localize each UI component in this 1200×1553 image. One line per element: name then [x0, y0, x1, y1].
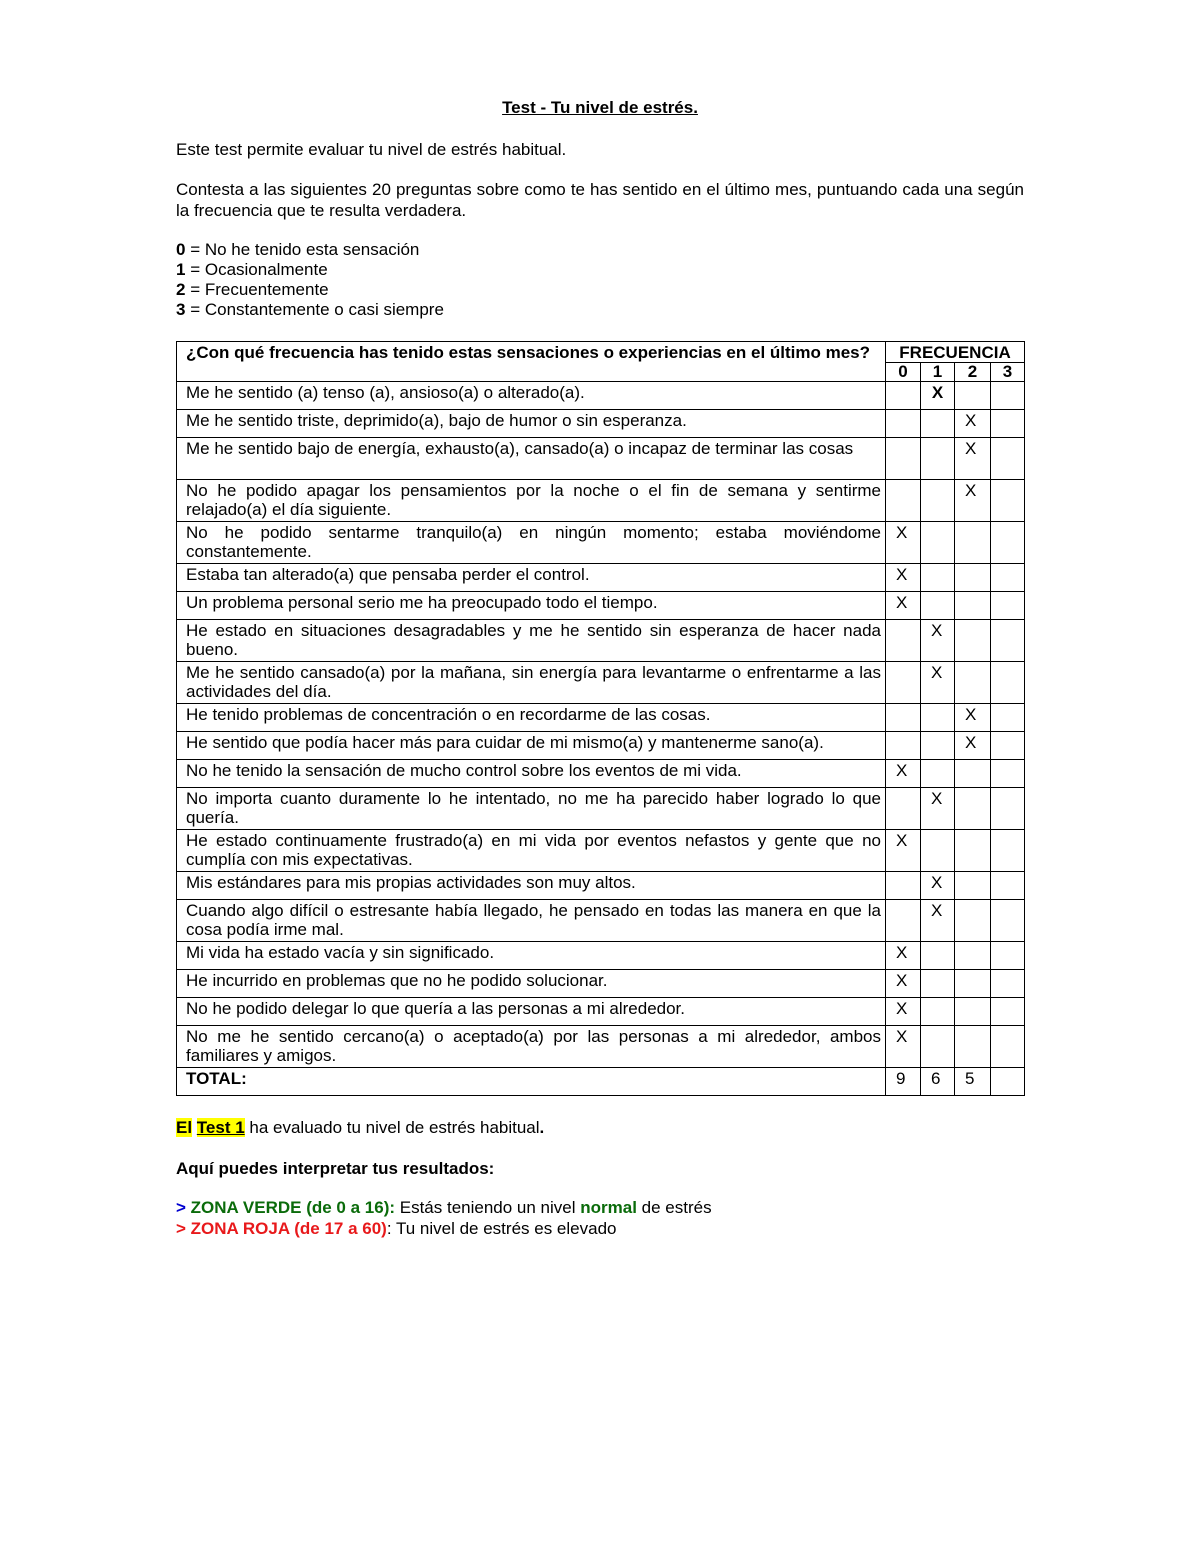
frequency-cell-0: X	[886, 1026, 921, 1068]
frequency-cell-3	[991, 592, 1025, 620]
frequency-cell-0	[886, 438, 921, 480]
frequency-cell-1	[921, 970, 955, 998]
frequency-cell-3	[991, 732, 1025, 760]
frequency-cell-0	[886, 788, 921, 830]
frequency-cell-1: X	[921, 662, 955, 704]
frequency-cell-2	[955, 900, 991, 942]
result-dot: .	[539, 1118, 545, 1137]
question-text: He estado en situaciones desagradables y me he sentido sin esperanza de hacer nada bueno.	[177, 620, 886, 662]
frequency-cell-0	[886, 480, 921, 522]
frequency-cell-3	[991, 830, 1025, 872]
total-row	[177, 1068, 1025, 1096]
frequency-cell-3	[991, 382, 1025, 410]
zone-red: > ZONA ROJA (de 17 a 60): Tu nivel de estrés es elevado	[176, 1219, 617, 1238]
frequency-cell-0	[886, 382, 921, 410]
frequency-cell-1: X	[921, 872, 955, 900]
frequency-cell-2	[955, 564, 991, 592]
frequency-cell-3	[991, 620, 1025, 662]
table-row	[177, 942, 1025, 970]
frequency-cell-3	[991, 970, 1025, 998]
frequency-cell-3	[991, 662, 1025, 704]
frequency-cell-1	[921, 410, 955, 438]
question-text: Cuando algo difícil o estresante había llegado, he pensado en todas las manera en que la cosa podía irme mal.	[177, 900, 886, 942]
frequency-cell-0	[886, 620, 921, 662]
column-header-1: 1	[921, 363, 955, 382]
frequency-cell-0: X	[886, 760, 921, 788]
question-text: He incurrido en problemas que no he podido solucionar.	[177, 970, 886, 998]
column-header-2: 2	[955, 363, 991, 382]
question-text: Mis estándares para mis propias actividades son muy altos.	[177, 872, 886, 900]
frequency-cell-1: X	[921, 900, 955, 942]
frequency-cell-1	[921, 704, 955, 732]
question-column-header: ¿Con qué frecuencia has tenido estas sensaciones o experiencias en el último mes?	[177, 342, 886, 382]
table-row	[177, 900, 1025, 942]
table-row	[177, 438, 1025, 480]
frequency-cell-1: X	[921, 382, 955, 410]
frequency-cell-2: X	[955, 732, 991, 760]
frequency-cell-3	[991, 872, 1025, 900]
frequency-cell-3	[991, 1026, 1025, 1068]
frequency-cell-3	[991, 998, 1025, 1026]
frequency-cell-0: X	[886, 970, 921, 998]
scale-item-1: 1 = Ocasionalmente	[176, 260, 328, 279]
frequency-cell-0: X	[886, 998, 921, 1026]
frequency-cell-3	[991, 900, 1025, 942]
frequency-cell-3	[991, 564, 1025, 592]
frequency-cell-2: X	[955, 480, 991, 522]
table-row	[177, 704, 1025, 732]
frequency-cell-2	[955, 620, 991, 662]
table-row	[177, 1026, 1025, 1068]
table-row	[177, 662, 1025, 704]
frequency-cell-2	[955, 522, 991, 564]
frequency-cell-3	[991, 942, 1025, 970]
question-text: He tenido problemas de concentración o en recordarme de las cosas.	[177, 704, 886, 732]
frequency-cell-3	[991, 410, 1025, 438]
interpret-heading: Aquí puedes interpretar tus resultados:	[176, 1159, 495, 1178]
page-title: Test - Tu nivel de estrés.	[502, 98, 698, 117]
frequency-cell-1	[921, 438, 955, 480]
question-text: Un problema personal serio me ha preocupado todo el tiempo.	[177, 592, 886, 620]
total-value-2: 5	[955, 1068, 991, 1096]
frequency-cell-2	[955, 830, 991, 872]
frequency-cell-2	[955, 788, 991, 830]
question-text: Me he sentido triste, deprimido(a), bajo de humor o sin esperanza.	[177, 410, 886, 438]
frequency-cell-0	[886, 872, 921, 900]
frequency-cell-2: X	[955, 438, 991, 480]
instructions-text: Contesta a las siguientes 20 preguntas sobre como te has sentido en el último mes, puntuando cada una según la frecuencia que te resulta verdadera.	[176, 180, 1024, 220]
frequency-cell-1: X	[921, 788, 955, 830]
table-row	[177, 592, 1025, 620]
frequency-cell-3	[991, 704, 1025, 732]
frequency-cell-3	[991, 522, 1025, 564]
table-header-row	[177, 342, 1025, 363]
frequency-cell-3	[991, 760, 1025, 788]
table-row	[177, 382, 1025, 410]
total-value-3	[991, 1068, 1025, 1096]
frequency-cell-2	[955, 998, 991, 1026]
frequency-cell-0	[886, 900, 921, 942]
question-text: No he podido delegar lo que quería a las personas a mi alrededor.	[177, 998, 886, 1026]
table-row	[177, 760, 1025, 788]
table-row	[177, 522, 1025, 564]
zone-green: > ZONA VERDE (de 0 a 16): Estás teniendo un nivel normal de estrés	[176, 1198, 712, 1217]
question-text: No he podido apagar los pensamientos por la noche o el fin de semana y sentirme relajado(a) el día siguiente.	[177, 480, 886, 522]
table-row	[177, 998, 1025, 1026]
table-row	[177, 970, 1025, 998]
frequency-cell-2	[955, 970, 991, 998]
frequency-cell-0	[886, 410, 921, 438]
highlight-test-1: Test 1	[196, 1118, 245, 1137]
frequency-cell-2: X	[955, 410, 991, 438]
stress-questionnaire-table	[176, 341, 1025, 1096]
frequency-cell-2	[955, 760, 991, 788]
column-header-0: 0	[886, 363, 921, 382]
table-row	[177, 564, 1025, 592]
question-text: No me he sentido cercano(a) o aceptado(a) por las personas a mi alrededor, ambos familiares y amigos.	[177, 1026, 886, 1068]
frequency-cell-1	[921, 760, 955, 788]
total-label: TOTAL:	[177, 1068, 886, 1096]
frequency-cell-1	[921, 732, 955, 760]
scale-item-2: 2 = Frecuentemente	[176, 280, 329, 299]
frequency-cell-0	[886, 704, 921, 732]
frequency-cell-1	[921, 592, 955, 620]
frequency-cell-1	[921, 998, 955, 1026]
frequency-cell-0: X	[886, 830, 921, 872]
question-text: No he tenido la sensación de mucho control sobre los eventos de mi vida.	[177, 760, 886, 788]
question-text: He estado continuamente frustrado(a) en mi vida por eventos nefastos y gente que no cumplía con mis expectativas.	[177, 830, 886, 872]
table-row	[177, 620, 1025, 662]
question-text: Me he sentido cansado(a) por la mañana, sin energía para levantarme o enfrentarme a las actividades del día.	[177, 662, 886, 704]
frequency-cell-3	[991, 480, 1025, 522]
frequency-cell-0: X	[886, 592, 921, 620]
frequency-cell-1	[921, 564, 955, 592]
scale-item-0: 0 = No he tenido esta sensación	[176, 240, 420, 259]
table-row	[177, 480, 1025, 522]
frequency-cell-2: X	[955, 704, 991, 732]
frequency-cell-3	[991, 788, 1025, 830]
total-value-1: 6	[921, 1068, 955, 1096]
frequency-cell-2	[955, 872, 991, 900]
table-row	[177, 732, 1025, 760]
frequency-cell-2	[955, 662, 991, 704]
table-row	[177, 410, 1025, 438]
frequency-header: FRECUENCIA	[886, 342, 1025, 363]
question-text: Estaba tan alterado(a) que pensaba perder el control.	[177, 564, 886, 592]
frequency-cell-1	[921, 942, 955, 970]
question-text: No importa cuanto duramente lo he intentado, no me ha parecido haber logrado lo que quería.	[177, 788, 886, 830]
frequency-cell-2	[955, 942, 991, 970]
question-text: Me he sentido bajo de energía, exhausto(a), cansado(a) o incapaz de terminar las cosas	[177, 438, 886, 480]
frequency-cell-1	[921, 480, 955, 522]
total-value-0: 9	[886, 1068, 921, 1096]
table-row	[177, 872, 1025, 900]
frequency-cell-3	[991, 438, 1025, 480]
frequency-cell-2	[955, 1026, 991, 1068]
table-row	[177, 830, 1025, 872]
highlight-el: El	[176, 1118, 193, 1137]
frequency-cell-1	[921, 830, 955, 872]
frequency-cell-1: X	[921, 620, 955, 662]
intro-text: Este test permite evaluar tu nivel de estrés habitual.	[176, 140, 567, 159]
result-statement	[176, 1117, 544, 1138]
result-zones	[176, 1197, 712, 1239]
frequency-cell-0: X	[886, 522, 921, 564]
result-text: ha evaluado tu nivel de estrés habitual	[244, 1118, 540, 1137]
question-text: He sentido que podía hacer más para cuidar de mi mismo(a) y mantenerme sano(a).	[177, 732, 886, 760]
frequency-cell-2	[955, 382, 991, 410]
frequency-cell-2	[955, 592, 991, 620]
column-header-3: 3	[991, 363, 1025, 382]
table-row	[177, 788, 1025, 830]
frequency-cell-1	[921, 1026, 955, 1068]
question-text: Me he sentido (a) tenso (a), ansioso(a) o alterado(a).	[177, 382, 886, 410]
frequency-cell-0: X	[886, 564, 921, 592]
question-text: No he podido sentarme tranquilo(a) en ningún momento; estaba moviéndome constantemente.	[177, 522, 886, 564]
frequency-cell-0	[886, 662, 921, 704]
question-text: Mi vida ha estado vacía y sin significado.	[177, 942, 886, 970]
scale-item-3: 3 = Constantemente o casi siempre	[176, 300, 444, 319]
frequency-cell-1	[921, 522, 955, 564]
frequency-scale	[176, 240, 444, 320]
frequency-cell-0: X	[886, 942, 921, 970]
frequency-cell-0	[886, 732, 921, 760]
